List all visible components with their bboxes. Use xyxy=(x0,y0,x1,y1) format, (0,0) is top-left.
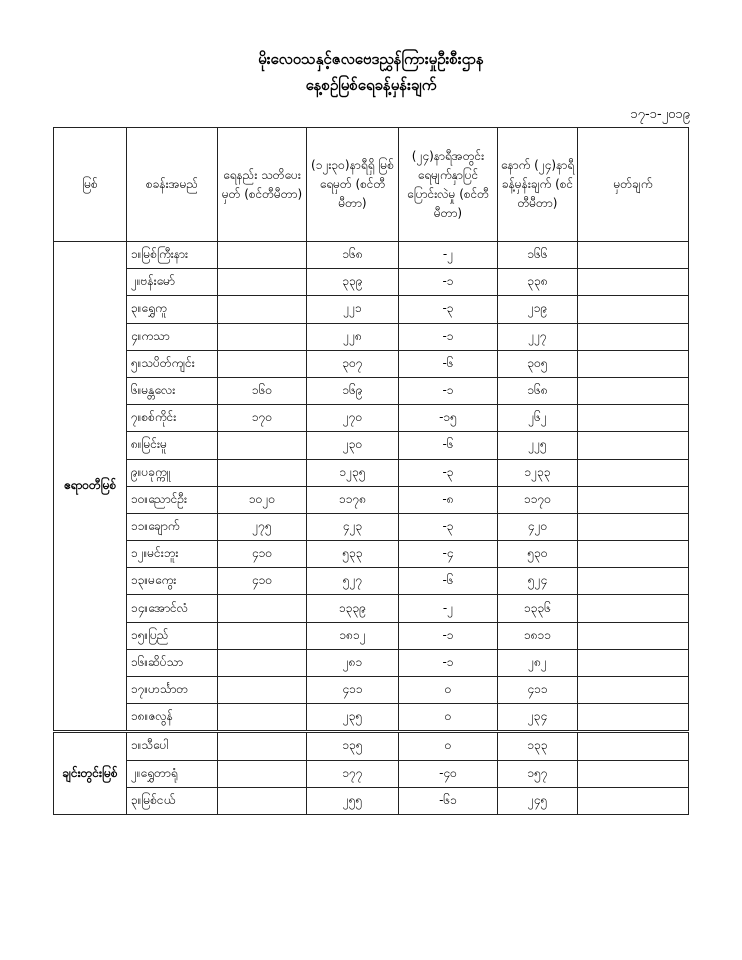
table-row xyxy=(54,269,689,296)
forecast-table xyxy=(53,127,689,815)
remark-cell xyxy=(578,486,689,513)
warning-cell xyxy=(218,622,307,649)
level-cell: ၄၁၁ xyxy=(307,677,399,704)
station-cell: ၂။ဗန်းမော် xyxy=(127,269,218,296)
page-subtitle: နေ့စဉ်မြစ်ရေခန့်မှန်းချက် xyxy=(305,76,437,94)
forecast-cell: ၁၁၇၀ xyxy=(498,486,578,513)
station-cell: ၉။ပခုက္ကူ xyxy=(127,459,218,486)
table-row xyxy=(54,760,689,787)
forecast-cell: ၂၂၅ xyxy=(498,432,578,459)
table-row xyxy=(54,787,689,814)
station-cell: ၁၁။ချောက် xyxy=(127,513,218,540)
warning-cell: ၂၇၅ xyxy=(218,513,307,540)
table-row xyxy=(54,649,689,676)
station-cell: ၁၆။ဆိပ်သာ xyxy=(127,649,218,676)
warning-cell xyxy=(218,459,307,486)
remark-cell xyxy=(578,677,689,704)
table-row xyxy=(54,622,689,649)
remark-cell xyxy=(578,296,689,323)
river-name: ဧရာဝတီမြစ် xyxy=(54,242,127,732)
warning-cell: ၁၆၀ xyxy=(218,377,307,404)
table-row xyxy=(54,677,689,704)
remark-cell xyxy=(578,649,689,676)
station-cell: ၄။ကသာ xyxy=(127,323,218,350)
warning-cell xyxy=(218,649,307,676)
table-row xyxy=(54,595,689,622)
forecast-cell: ၄၁၁ xyxy=(498,677,578,704)
remark-cell xyxy=(578,350,689,377)
remark-cell xyxy=(578,704,689,732)
level-cell: ၂၇၀ xyxy=(307,405,399,432)
forecast-cell: ၂၃၄ xyxy=(498,704,578,732)
station-cell: ၁၄။အောင်လံ xyxy=(127,595,218,622)
remark-cell xyxy=(578,377,689,404)
change-cell: -၂ xyxy=(399,242,498,269)
table-row xyxy=(54,732,689,760)
warning-cell xyxy=(218,269,307,296)
change-cell: -၂ xyxy=(399,595,498,622)
forecast-cell: ၁၆၆ xyxy=(498,242,578,269)
change-cell: ၀ xyxy=(399,732,498,760)
forecast-cell: ၁၂၃၃ xyxy=(498,459,578,486)
level-cell: ၂၃၀ xyxy=(307,432,399,459)
station-cell: ၆။မန္တလေး xyxy=(127,377,218,404)
forecast-cell: ၁၈၁၁ xyxy=(498,622,578,649)
table-row xyxy=(54,513,689,540)
station-cell: ၅။သပိတ်ကျင်း xyxy=(127,350,218,377)
header-24h-change: (၂၄)နာရီအတွင်း ရေမျက်နှာပြင် ပြောင်းလဲမှု (စင်တီမီတာ) xyxy=(399,128,498,242)
change-cell: -၁ xyxy=(399,622,498,649)
forecast-cell: ၅၃၀ xyxy=(498,541,578,568)
level-cell: ၂၅၅ xyxy=(307,787,399,814)
change-cell: -၁ xyxy=(399,377,498,404)
warning-cell xyxy=(218,350,307,377)
remark-cell xyxy=(578,459,689,486)
change-cell: -၁ xyxy=(399,323,498,350)
change-cell: -၆ xyxy=(399,568,498,595)
forecast-cell: ၂၈၂ xyxy=(498,649,578,676)
table-row xyxy=(54,486,689,513)
change-cell: -၆ xyxy=(399,350,498,377)
change-cell: -၁၅ xyxy=(399,405,498,432)
header-current-level: (၁၂း၃၀)နာရီရှိ မြစ်ရေမှတ် (စင်တီမီတာ) xyxy=(307,128,399,242)
report-date: ၁၇-၁-၂၀၁၉ xyxy=(630,107,690,122)
table-row xyxy=(54,377,689,404)
change-cell: -၁ xyxy=(399,269,498,296)
table-row xyxy=(54,323,689,350)
level-cell: ၁၁၇၈ xyxy=(307,486,399,513)
change-cell: -၆ xyxy=(399,432,498,459)
change-cell: -၆၁ xyxy=(399,787,498,814)
header-river: မြစ် xyxy=(54,128,127,242)
station-cell: ၁၈။ဇလွန် xyxy=(127,704,218,732)
table-body xyxy=(54,242,689,815)
header-station: စခန်းအမည် xyxy=(127,128,218,242)
level-cell: ၅၃၃ xyxy=(307,541,399,568)
remark-cell xyxy=(578,760,689,787)
level-cell: ၁၆၉ xyxy=(307,377,399,404)
table-row xyxy=(54,405,689,432)
remark-cell xyxy=(578,787,689,814)
forecast-cell: ၂၁၉ xyxy=(498,296,578,323)
warning-cell xyxy=(218,704,307,732)
forecast-cell: ၂၆၂ xyxy=(498,405,578,432)
warning-cell xyxy=(218,323,307,350)
header-forecast: နောက် (၂၄)နာရီ ခန့်မှန်းချက် (စင်တီမီတာ) xyxy=(498,128,578,242)
change-cell: -၈ xyxy=(399,486,498,513)
level-cell: ၁၆၈ xyxy=(307,242,399,269)
table-row xyxy=(54,541,689,568)
station-cell: ၁။သီပေါ xyxy=(127,732,218,760)
forecast-cell: ၂၄၅ xyxy=(498,787,578,814)
level-cell: ၂၈၁ xyxy=(307,649,399,676)
change-cell: ၀ xyxy=(399,677,498,704)
remark-cell xyxy=(578,242,689,269)
forecast-cell: ၁၆၈ xyxy=(498,377,578,404)
level-cell: ၁၇၇ xyxy=(307,760,399,787)
forecast-cell: ၁၃၃ xyxy=(498,732,578,760)
table-row xyxy=(54,350,689,377)
station-cell: ၃။ရွှေကူ xyxy=(127,296,218,323)
forecast-cell: ၃၃၈ xyxy=(498,269,578,296)
warning-cell: ၄၁၀ xyxy=(218,568,307,595)
station-cell: ၁၇။ဟင်္သာတ xyxy=(127,677,218,704)
level-cell: ၅၂၇ xyxy=(307,568,399,595)
remark-cell xyxy=(578,513,689,540)
remark-cell xyxy=(578,269,689,296)
remark-cell xyxy=(578,568,689,595)
warning-cell: ၄၁၀ xyxy=(218,541,307,568)
table-row xyxy=(54,432,689,459)
forecast-cell: ၂၂၇ xyxy=(498,323,578,350)
table-row xyxy=(54,242,689,269)
change-cell: ၀ xyxy=(399,704,498,732)
header-remark: မှတ်ချက် xyxy=(578,128,689,242)
warning-cell xyxy=(218,787,307,814)
remark-cell xyxy=(578,732,689,760)
forecast-cell: ၁၃၃၆ xyxy=(498,595,578,622)
header-warning-level: ရေနည်း သတိပေးမှတ် (စင်တီမီတာ) xyxy=(218,128,307,242)
change-cell: -၄ xyxy=(399,541,498,568)
change-cell: -၃ xyxy=(399,459,498,486)
remark-cell xyxy=(578,323,689,350)
warning-cell: ၁၀၂၀ xyxy=(218,486,307,513)
warning-cell xyxy=(218,677,307,704)
level-cell: ၁၂၃၅ xyxy=(307,459,399,486)
change-cell: -၁ xyxy=(399,649,498,676)
station-cell: ၈။မြင်းမူ xyxy=(127,432,218,459)
level-cell: ၁၃၃၉ xyxy=(307,595,399,622)
table-row xyxy=(54,296,689,323)
forecast-cell: ၅၂၄ xyxy=(498,568,578,595)
station-cell: ၁၀။ညောင်ဦး xyxy=(127,486,218,513)
change-cell: -၄၀ xyxy=(399,760,498,787)
level-cell: ၁၃၅ xyxy=(307,732,399,760)
table-header-row xyxy=(54,128,689,242)
forecast-cell: ၁၅၇ xyxy=(498,760,578,787)
change-cell: -၃ xyxy=(399,296,498,323)
warning-cell: ၁၇၀ xyxy=(218,405,307,432)
station-cell: ၁၅။ပြည် xyxy=(127,622,218,649)
river-name: ချင်းတွင်းမြစ် xyxy=(54,732,127,815)
page-title: မိုးလေဝသနှင့်ဇလဗေဒညွှန်ကြားမှုဦးစီးဌာန xyxy=(258,50,484,68)
station-cell: ၁။မြစ်ကြီးနား xyxy=(127,242,218,269)
level-cell: ၁၈၁၂ xyxy=(307,622,399,649)
station-cell: ၇။စစ်ကိုင်း xyxy=(127,405,218,432)
forecast-cell: ၃၀၅ xyxy=(498,350,578,377)
station-cell: ၂။ရွှေတာရုံ xyxy=(127,760,218,787)
remark-cell xyxy=(578,432,689,459)
level-cell: ၂၃၅ xyxy=(307,704,399,732)
level-cell: ၃၃၉ xyxy=(307,269,399,296)
level-cell: ၄၂၃ xyxy=(307,513,399,540)
warning-cell xyxy=(218,595,307,622)
station-cell: ၃။မြစ်ငယ် xyxy=(127,787,218,814)
remark-cell xyxy=(578,541,689,568)
forecast-cell: ၄၂၀ xyxy=(498,513,578,540)
station-cell: ၁၂။မင်းဘူး xyxy=(127,541,218,568)
level-cell: ၂၂၈ xyxy=(307,323,399,350)
table-row xyxy=(54,459,689,486)
table-row xyxy=(54,704,689,732)
warning-cell xyxy=(218,242,307,269)
warning-cell xyxy=(218,760,307,787)
level-cell: ၂၂၁ xyxy=(307,296,399,323)
remark-cell xyxy=(578,595,689,622)
warning-cell xyxy=(218,296,307,323)
remark-cell xyxy=(578,405,689,432)
level-cell: ၃၀၇ xyxy=(307,350,399,377)
remark-cell xyxy=(578,622,689,649)
warning-cell xyxy=(218,432,307,459)
change-cell: -၃ xyxy=(399,513,498,540)
station-cell: ၁၃။မကွေး xyxy=(127,568,218,595)
table-row xyxy=(54,568,689,595)
warning-cell xyxy=(218,732,307,760)
